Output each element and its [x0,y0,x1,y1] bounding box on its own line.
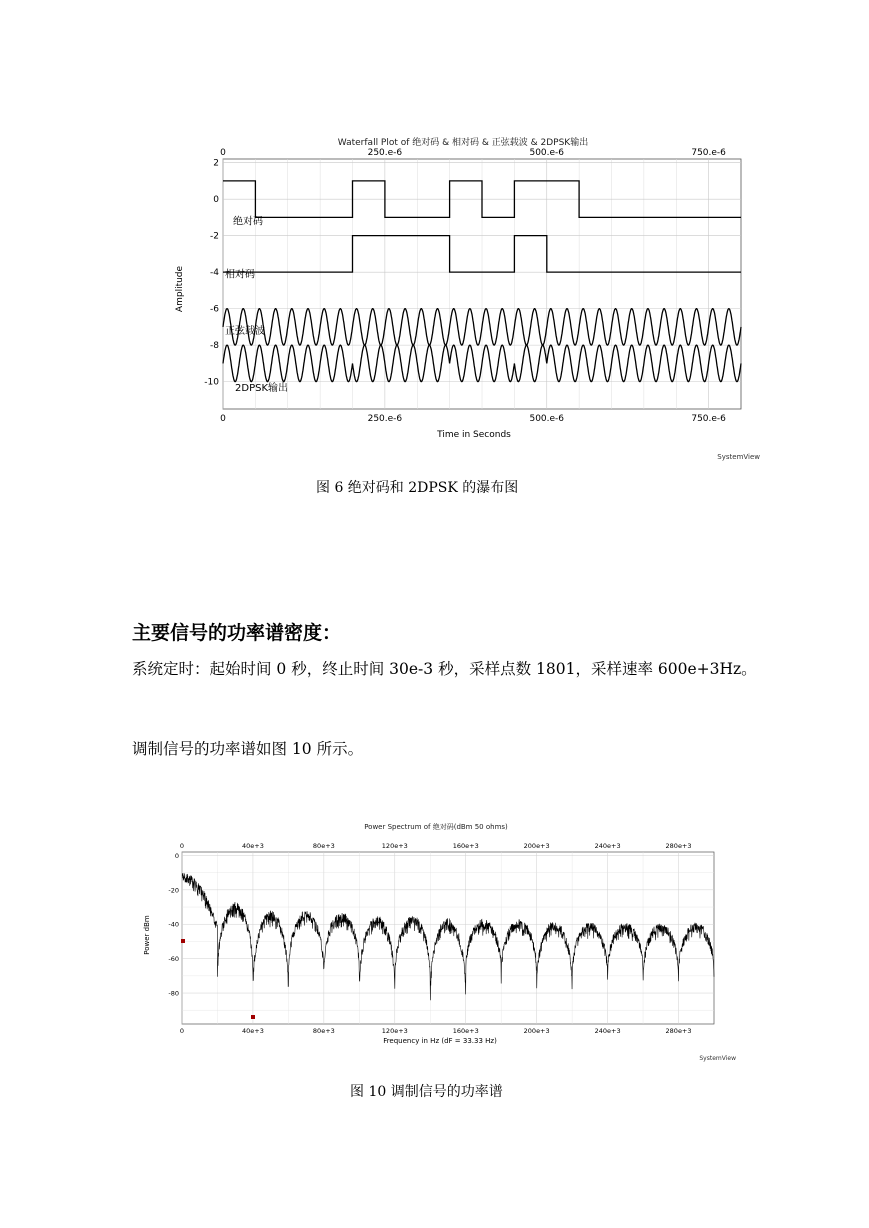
y-tick-label: -4 [210,268,219,279]
y-tick-label: -60 [168,955,179,964]
x-tick-label-bottom: 500.e-6 [529,414,565,424]
y-tick-label: 2 [213,158,219,169]
y-tick-label: -40 [168,920,179,929]
x-tick-label-bottom: 160e+3 [452,1027,479,1035]
figure-6-caption: 图 6 绝对码和 2DPSK 的瀑布图 [316,480,519,496]
x-tick-label-top: 750.e-6 [691,148,726,158]
section-heading: 主要信号的功率谱密度： [132,622,342,644]
x-tick-label-top: 250.e-6 [367,148,403,158]
x-tick-label-top: 200e+3 [523,842,550,850]
x-tick-label-top: 240e+3 [594,842,621,850]
y-tick-label: -6 [210,304,219,315]
series-label: 正弦载波 [225,326,265,338]
y-tick-label: -20 [168,886,179,895]
x-tick-label-top: 500.e-6 [529,148,565,158]
x-axis-label: Frequency in Hz (dF = 33.33 Hz) [383,1037,497,1045]
series-label: 2DPSK输出 [235,382,288,394]
chart-title: Power Spectrum of 绝对码(dBm 50 ohms) [364,823,508,831]
x-tick-label-top: 160e+3 [452,842,479,850]
x-tick-label-top: 120e+3 [381,842,408,850]
x-tick-label-bottom: 280e+3 [665,1027,692,1035]
watermark: SystemView [717,453,760,461]
y-tick-label: 0 [213,195,219,206]
y-tick-label: -80 [168,989,179,998]
figure-10-caption: 图 10 调制信号的功率谱 [350,1084,503,1100]
paragraph-figure-reference: 调制信号的功率谱如图 10 所示。 [132,740,364,758]
paragraph-system-timing: 系统定时：起始时间 0 秒，终止时间 30e-3 秒，采样点数 1801，采样速率 600e+3Hz。 [132,660,757,678]
y-tick-label: 0 [174,851,179,860]
x-tick-label-bottom: 750.e-6 [691,414,726,424]
y-axis-label: Power dBm [143,915,151,955]
x-tick-label-top: 0 [220,148,226,158]
marker-left [181,939,185,943]
x-tick-label-bottom: 250.e-6 [367,414,403,424]
x-tick-label-top: 280e+3 [665,842,692,850]
y-tick-label: -10 [204,377,219,388]
x-axis-label: Time in Seconds [437,430,511,440]
watermark: SystemView [699,1055,736,1062]
x-tick-label-bottom: 240e+3 [594,1027,621,1035]
marker-cursor [251,1015,255,1019]
x-tick-label-top: 0 [179,842,185,850]
waterfall-plot [165,132,765,462]
plot-area [182,852,714,1024]
x-tick-label-bottom: 40e+3 [242,1027,264,1035]
x-tick-label-bottom: 0 [179,1027,185,1035]
figure-10 [138,820,743,1066]
chart-title: Waterfall Plot of 绝对码 & 相对码 & 正弦载波 & 2DPSK输出 [337,138,589,148]
x-tick-label-bottom: 80e+3 [312,1027,335,1035]
x-tick-label-bottom: 0 [220,414,226,424]
x-tick-label-top: 40e+3 [242,842,264,850]
y-tick-label: -2 [210,231,219,242]
y-tick-label: -8 [210,341,219,352]
power-spectrum-plot [138,820,743,1066]
x-tick-label-top: 80e+3 [312,842,335,850]
series-label: 绝对码 [233,216,263,228]
x-tick-label-bottom: 120e+3 [381,1027,408,1035]
figure-6 [165,132,765,462]
series-label: 相对码 [225,269,255,281]
x-tick-label-bottom: 200e+3 [523,1027,550,1035]
y-axis-label: Amplitude [175,265,185,313]
